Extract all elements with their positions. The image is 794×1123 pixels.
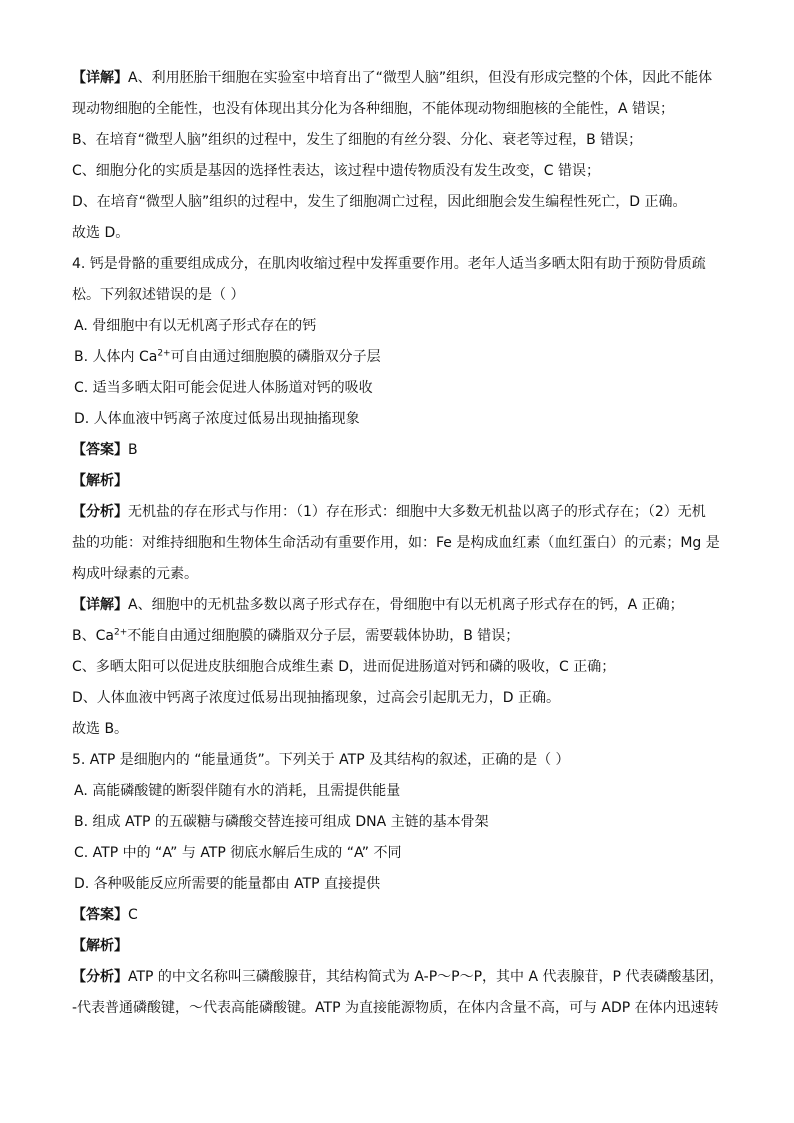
answer-value: B [128, 442, 138, 458]
q4-detail-line-4: D、人体血液中钙离子浓度过低易出现抽搐现象，过高会引起肌无力，D 正确。 [72, 690, 561, 706]
q5-analysis-tag: 【解析】 [72, 938, 128, 954]
q5-option-d: D. 各种吸能反应所需要的能量都由 ATP 直接提供 [74, 876, 381, 892]
text: ATP 的中文名称叫三磷酸腺苷，其结构简式为 A-P～P～P，其中 A 代表腺苷，P 代表磷酸基团， [128, 969, 724, 985]
q4-option-d: D. 人体血液中钙离子浓度过低易出现抽搐现象 [74, 411, 360, 427]
q4-fenxi-line-1 [72, 502, 732, 522]
q4-option-b [74, 347, 734, 367]
text: 无机盐的存在形式与作用：（1）存在形式：细胞中大多数无机盐以离子的形式存在；（2）无机 [128, 504, 706, 520]
q3-detail-line-1 [72, 68, 732, 88]
q3-detail-line-2: 现动物细胞的全能性，也没有体现出其分化为各种细胞，不能体现动物细胞核的全能性，A 错误； [72, 101, 675, 117]
text: B. 人体内 Ca [74, 349, 158, 365]
q4-detail-line-1 [72, 595, 732, 615]
q3-detail-line-5: D、在培育“微型人脑”组织的过程中，发生了细胞凋亡过程，因此细胞会发生编程性死亡，D 正确。 [72, 194, 687, 210]
text: 不能自由通过细胞膜的磷脂双分子层，需要载体协助，B 错误； [127, 628, 520, 644]
q4-answer [72, 440, 732, 460]
fenxi-tag: 【分析】 [72, 504, 128, 520]
q4-option-c: C. 适当多晒太阳可能会促进人体肠道对钙的吸收 [74, 380, 373, 396]
q4-fenxi-line-2: 盐的功能：对维持细胞和生物体生命活动有重要作用，如：Fe 是构成血红素（血红蛋白）的元素；Mg 是 [72, 535, 720, 551]
q5-answer [72, 905, 732, 925]
q5-option-b: B. 组成 ATP 的五碳糖与磷酸交替连接可组成 DNA 主链的基本骨架 [74, 814, 489, 830]
q5-option-c: C. ATP 中的 “A” 与 ATP 彻底水解后生成的 “A” 不同 [74, 845, 402, 861]
q3-detail-line-3: B、在培育“微型人脑”组织的过程中，发生了细胞的有丝分裂、分化、衰老等过程，B 错误； [72, 132, 643, 148]
q5-option-a: A. 高能磷酸键的断裂伴随有水的消耗，且需提供能量 [74, 783, 401, 799]
answer-tag: 【答案】 [72, 907, 128, 923]
q4-option-a: A. 骨细胞中有以无机离子形式存在的钙 [74, 318, 317, 334]
q5-fenxi-line-2: -代表普通磷酸键，～代表高能磷酸键。ATP 为直接能源物质，在体内含量不高，可与 ADP 在体内迅速转 [72, 1000, 719, 1016]
detail-tag: 【详解】 [72, 70, 128, 86]
answer-value: C [128, 907, 138, 923]
detail-tag: 【详解】 [72, 597, 128, 613]
fenxi-tag: 【分析】 [72, 969, 128, 985]
text: A、细胞中的无机盐多数以离子形式存在，骨细胞中有以无机离子形式存在的钙，A 正确； [128, 597, 684, 613]
q4-fenxi-line-3: 构成叶绿素的元素。 [72, 566, 198, 582]
q4-stem-line-2: 松。下列叙述错误的是（ ） [72, 287, 245, 303]
superscript: 2+ [157, 348, 171, 359]
q5-stem: 5. ATP 是细胞内的 “能量通货”。下列关于 ATP 及其结构的叙述，正确的是（ ） [72, 752, 570, 768]
q4-detail-line-3: C、多晒太阳可以促进皮肤细胞合成维生素 D，进而促进肠道对钙和磷的吸收，C 正确； [72, 659, 616, 675]
q4-analysis-tag: 【解析】 [72, 473, 128, 489]
text: B、Ca [72, 628, 114, 644]
superscript: 2+ [113, 627, 128, 638]
q3-conclusion: 故选 D。 [72, 225, 130, 241]
q3-detail-line-4: C、细胞分化的实质是基因的选择性表达，该过程中遗传物质没有发生改变，C 错误； [72, 163, 600, 179]
text: 可自由通过细胞膜的磷脂双分子层 [170, 349, 381, 365]
q4-detail-line-2 [72, 626, 732, 646]
text: A、利用胚胎干细胞在实验室中培育出了“微型人脑”组织，但没有形成完整的个体，因此不能体 [128, 70, 713, 86]
answer-tag: 【答案】 [72, 442, 128, 458]
q4-conclusion: 故选 B。 [72, 721, 129, 737]
q5-fenxi-line-1 [72, 967, 732, 987]
q4-stem-line-1: 4. 钙是骨骼的重要组成成分，在肌肉收缩过程中发挥重要作用。老年人适当多晒太阳有助于预防骨质疏 [72, 256, 706, 272]
